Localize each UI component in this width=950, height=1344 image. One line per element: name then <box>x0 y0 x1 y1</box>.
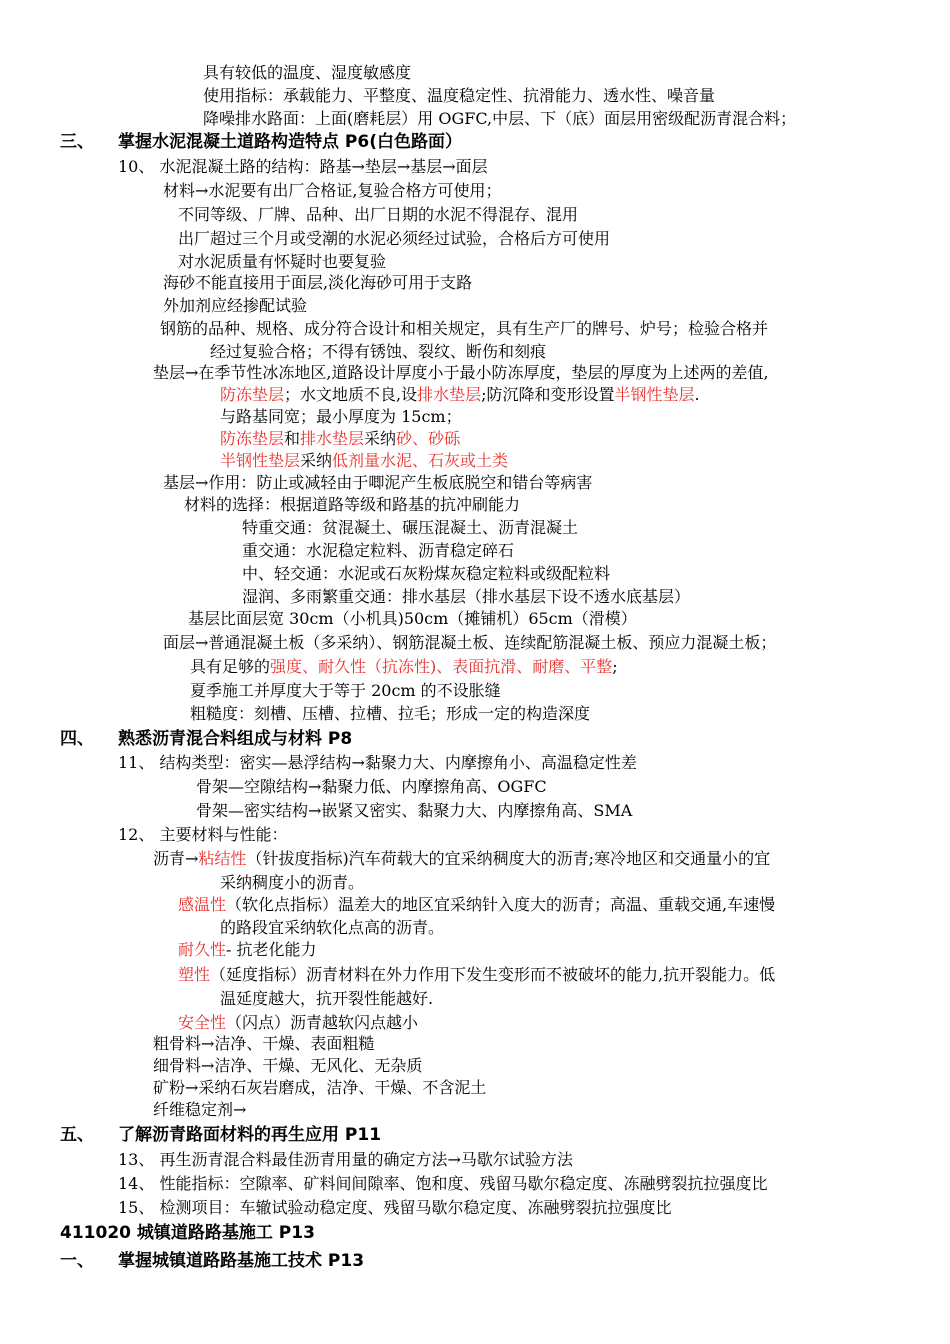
text-line: 材料的选择：根据道路等级和路基的抗冲刷能力 <box>184 495 521 514</box>
text-line: 材料→水泥要有出厂合格证,复验合格方可使用； <box>163 181 502 200</box>
text-line <box>220 428 460 450</box>
highlight-text: 耐久性 <box>178 940 227 959</box>
text-line: 钢筋的品种、规格、成分符合设计和相关规定，具有生产厂的牌号、炉号；检验合格并 <box>160 319 769 338</box>
text-line: 15、 检测项目：车辙试验动稳定度、残留马歇尔稳定度、冻融劈裂抗拉强度比 <box>118 1198 672 1217</box>
heading-text: 了解沥青路面材料的再生应用 P11 <box>118 1125 382 1145</box>
text-segment: 采纳 <box>364 429 397 448</box>
text-line <box>178 964 775 986</box>
text-line: 中、轻交通：水泥或石灰粉煤灰稳定粒料或级配粒料 <box>242 564 611 583</box>
text-line: 骨架—密实结构→嵌紧又密实、黏聚力大、内摩擦角高、SMA <box>196 801 633 820</box>
highlight-text: 安全性 <box>178 1013 227 1032</box>
text-line: 经过复验合格；不得有锈蚀、裂纹、断伤和刻痕 <box>210 342 547 361</box>
text-line: 骨架—空隙结构→黏聚力低、内摩擦角高、OGFC <box>196 777 547 796</box>
text-line <box>153 848 770 870</box>
heading-number: 五、 <box>60 1125 94 1145</box>
text-segment: . <box>694 385 700 404</box>
highlight-text: 防冻垫层 <box>220 429 285 448</box>
section-heading <box>60 131 462 153</box>
text-segment: （闪点）沥青越软闪点越小 <box>226 1013 419 1032</box>
heading-text: 掌握城镇道路路基施工技术 P13 <box>118 1251 365 1271</box>
text-line <box>178 1012 418 1034</box>
text-segment: （延度指标）沥青材料在外力作用下发生变形而不被破坏的能力,抗开裂能力。低 <box>210 965 776 984</box>
heading-text: 411020 城镇道路路基施工 P13 <box>60 1223 315 1243</box>
section-heading <box>60 728 352 750</box>
text-line: 出厂超过三个月或受潮的水泥必须经过试验，合格后方可使用 <box>178 229 611 248</box>
text-line: 14、 性能指标：空隙率、矿料间间隙率、饱和度、残留马歇尔稳定度、冻融劈裂抗拉强度比 <box>118 1174 768 1193</box>
text-line <box>190 656 618 678</box>
highlight-text: 塑性 <box>178 965 211 984</box>
text-line: 降噪排水路面：上面(磨耗层）用 OGFC,中层、下（底）面层用密级配沥青混合料； <box>203 109 797 128</box>
text-segment: 沥青→ <box>153 849 199 868</box>
text-line: 重交通：水泥稳定粒料、沥青稳定碎石 <box>242 541 515 560</box>
highlight-text: 半钢性垫层 <box>220 451 301 470</box>
highlight-text: 粘结性 <box>198 849 247 868</box>
text-line: 粗骨料→洁净、干燥、表面粗糙 <box>153 1034 375 1053</box>
highlight-text: 排水垫层 <box>300 429 365 448</box>
text-line: 特重交通：贫混凝土、碾压混凝土、沥青混凝土 <box>242 518 579 537</box>
text-line: 采纳稠度小的沥青。 <box>220 873 365 892</box>
text-line: 面层→普通混凝土板（多采纳）、钢筋混凝土板、连续配筋混凝土板、预应力混凝土板； <box>163 633 777 652</box>
text-line: 海砂不能直接用于面层,淡化海砂可用于支路 <box>163 273 473 292</box>
text-line: 粗糙度：刻槽、压槽、拉槽、拉毛；形成一定的构造深度 <box>190 704 591 723</box>
text-line: 使用指标：承载能力、平整度、温度稳定性、抗滑能力、透水性、噪音量 <box>203 86 716 105</box>
highlight-text: 排水垫层 <box>417 385 482 404</box>
heading-text: 熟悉沥青混合料组成与材料 P8 <box>118 729 353 749</box>
text-line: 12、 主要材料与性能： <box>118 825 288 844</box>
text-line: 的路段宜采纳软化点高的沥青。 <box>220 918 445 937</box>
text-line: 13、 再生沥青混合料最佳沥青用量的确定方法→马歇尔试验方法 <box>118 1150 573 1169</box>
text-line: 具有较低的温度、湿度敏感度 <box>203 63 412 82</box>
text-line: 夏季施工并厚度大于等于 20cm 的不设胀缝 <box>190 681 501 700</box>
text-line: 与路基同宽；最小厚度为 15cm； <box>220 407 462 426</box>
highlight-text: 强度、耐久性（抗冻性)、表面抗滑、耐磨、平整 <box>270 657 613 676</box>
text-segment: 和 <box>284 429 301 448</box>
highlight-text: 防冻垫层 <box>220 385 285 404</box>
text-segment: 采纳 <box>300 451 333 470</box>
highlight-text: 感温性 <box>178 895 227 914</box>
text-line: 不同等级、厂牌、品种、出厂日期的水泥不得混存、混用 <box>178 205 579 224</box>
text-line <box>178 894 775 916</box>
text-line: 纤维稳定剂→ <box>153 1100 247 1119</box>
text-line: 矿粉→采纳石灰岩磨成，洁净、干燥、不含泥土 <box>153 1078 487 1097</box>
text-line: 10、 水泥混凝土路的结构：路基→垫层→基层→面层 <box>118 157 488 176</box>
text-line <box>178 939 317 961</box>
text-line: 细骨料→洁净、干燥、无风化、无杂质 <box>153 1056 423 1075</box>
highlight-text: 砂、砂砾 <box>396 429 461 448</box>
text-segment: 具有足够的 <box>190 657 271 676</box>
chapter-heading <box>60 1222 315 1244</box>
text-segment: （软化点指标）温差大的地区宜采纳针入度大的沥青；高温、重载交通,车速慢 <box>226 895 776 914</box>
text-segment: （针拔度指标)汽车荷载大的宜采纳稠度大的沥青;寒冷地区和交通量小的宜 <box>246 849 771 868</box>
text-segment: ; <box>612 657 618 676</box>
text-line: 垫层→在季节性冰冻地区,道路设计厚度小于最小防冻厚度，垫层的厚度为上述两的差值, <box>153 363 769 382</box>
text-line: 外加剂应经掺配试验 <box>163 296 308 315</box>
text-line: 基层→作用：防止或减轻由于唧泥产生板底脱空和错台等病害 <box>163 473 593 492</box>
section-heading <box>60 1124 381 1146</box>
text-segment: ;防沉降和变形设置 <box>481 385 615 404</box>
section-heading <box>60 1250 364 1272</box>
text-line <box>220 450 508 472</box>
highlight-text: 半钢性垫层 <box>614 385 695 404</box>
highlight-text: 低剂量水泥、石灰或土类 <box>332 451 509 470</box>
heading-number: 四、 <box>60 729 94 749</box>
text-line: 温延度越大，抗开裂性能越好. <box>220 989 434 1008</box>
text-line: 11、 结构类型：密实—悬浮结构→黏聚力大、内摩擦角小、高温稳定性差 <box>118 753 637 772</box>
text-line: 湿润、多雨繁重交通：排水基层（排水基层下设不透水底基层） <box>242 587 691 606</box>
text-line: 基层比面层宽 30cm（小机具)50cm（摊铺机）65cm（滑模） <box>188 609 637 628</box>
text-segment: - 抗老化能力 <box>226 940 317 959</box>
heading-number: 三、 <box>60 132 94 152</box>
text-segment: ；水文地质不良,设 <box>284 385 418 404</box>
heading-number: 一、 <box>60 1251 94 1271</box>
heading-text: 掌握水泥混凝土道路构造特点 P6(白色路面） <box>118 132 462 152</box>
text-line: 对水泥质量有怀疑时也要复验 <box>178 252 387 271</box>
text-line <box>220 384 700 406</box>
